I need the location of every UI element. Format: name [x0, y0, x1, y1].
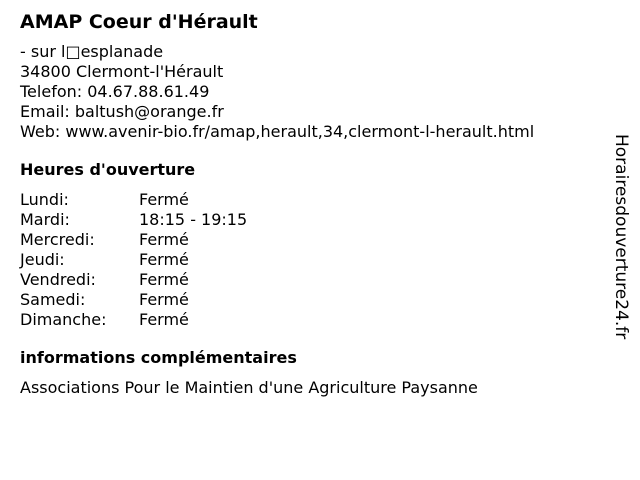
- hours-row-samedi: [20, 290, 600, 310]
- hours-time: Fermé: [139, 290, 189, 309]
- hours-time: 18:15 - 19:15: [139, 210, 248, 229]
- address-block: [20, 42, 600, 142]
- hours-row-dimanche: [20, 310, 600, 330]
- hours-row-vendredi: [20, 270, 600, 290]
- hours-row-mercredi: [20, 230, 600, 250]
- business-card: [20, 10, 600, 398]
- hours-day: Samedi:: [20, 290, 86, 309]
- email-line: Email: baltush@orange.fr: [20, 102, 224, 121]
- hours-day: Vendredi:: [20, 270, 96, 289]
- address-line-2: 34800 Clermont-l'Hérault: [20, 62, 224, 81]
- hours-time: Fermé: [139, 270, 189, 289]
- info-title: informations complémentaires: [20, 348, 297, 367]
- hours-row-lundi: [20, 190, 600, 210]
- hours-day: Dimanche:: [20, 310, 107, 329]
- hours-table: [20, 190, 600, 330]
- hours-day: Jeudi:: [20, 250, 65, 269]
- hours-time: Fermé: [139, 190, 189, 209]
- hours-row-mardi: [20, 210, 600, 230]
- address-line-1: - sur l□esplanade: [20, 42, 164, 61]
- hours-time: Fermé: [139, 230, 189, 249]
- brand-watermark: Horairesdouverture24.fr: [611, 134, 631, 340]
- hours-row-jeudi: [20, 250, 600, 270]
- info-text: Associations Pour le Maintien d'une Agriculture Paysanne: [20, 378, 478, 397]
- hours-title: Heures d'ouverture: [20, 160, 196, 179]
- phone-line: Telefon: 04.67.88.61.49: [20, 82, 210, 101]
- business-name: AMAP Coeur d'Hérault: [20, 11, 258, 33]
- hours-day: Mercredi:: [20, 230, 95, 249]
- web-line: Web: www.avenir-bio.fr/amap,herault,34,clermont-l-herault.html: [20, 122, 535, 141]
- hours-time: Fermé: [139, 310, 189, 329]
- hours-day: Mardi:: [20, 210, 70, 229]
- hours-day: Lundi:: [20, 190, 69, 209]
- hours-time: Fermé: [139, 250, 189, 269]
